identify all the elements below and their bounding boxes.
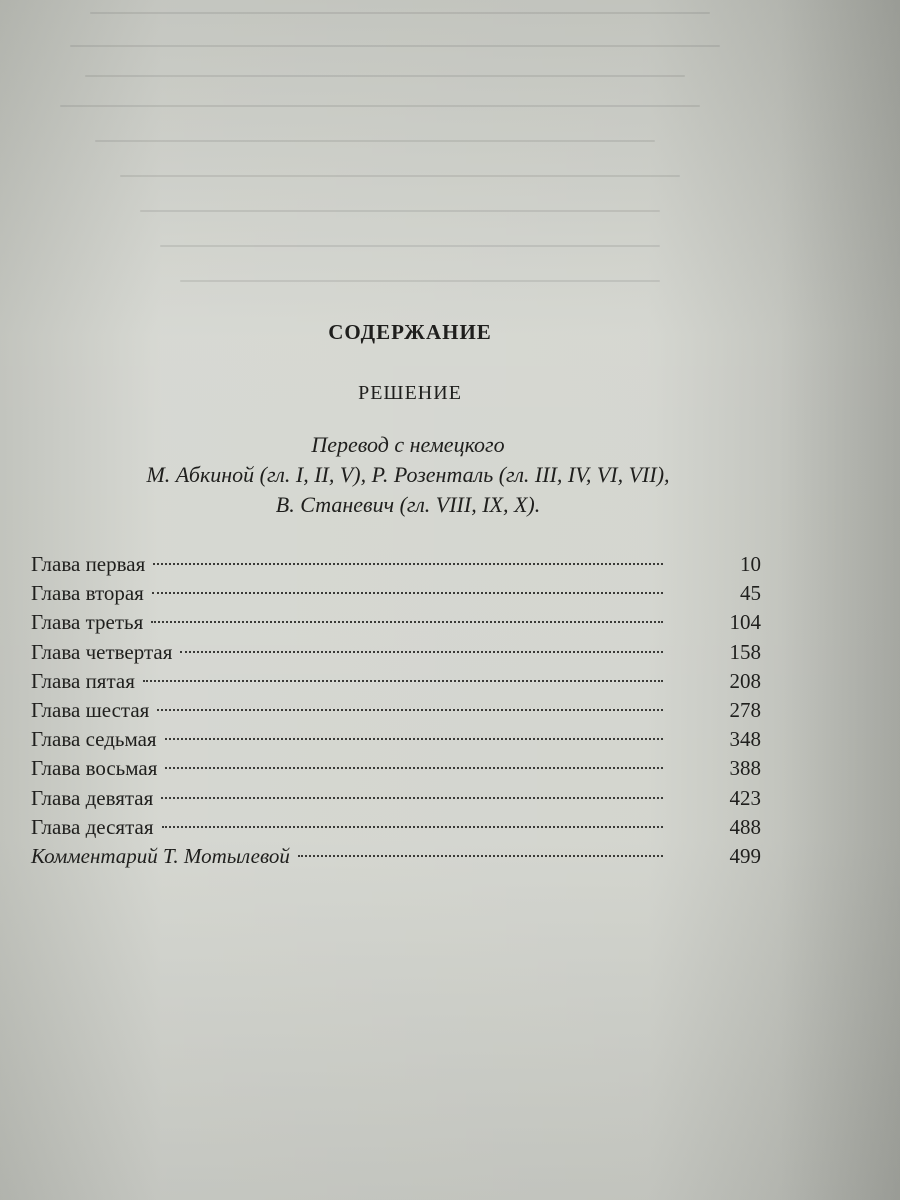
toc-entry xyxy=(31,696,761,725)
toc-entry-page: 104 xyxy=(729,610,761,635)
toc-entry xyxy=(31,725,761,754)
dot-leader xyxy=(153,563,663,565)
toc-entry-page: 208 xyxy=(729,668,761,693)
toc-entry-label: Глава первая xyxy=(31,552,146,576)
toc-entry xyxy=(31,608,761,637)
toc-entry xyxy=(31,550,761,579)
dot-leader xyxy=(165,738,663,740)
dot-leader xyxy=(162,826,664,828)
toc-entry-page: 278 xyxy=(729,697,761,722)
dot-leader xyxy=(161,797,663,799)
toc-entry-label: Глава шестая xyxy=(31,697,150,722)
toc-entry-label: Глава вторая xyxy=(31,581,144,606)
translation-line-2: М. Абкиной (гл. I, II, V), Р. Розенталь (гл. III, IV, VI, VII), xyxy=(146,462,670,487)
dot-leader xyxy=(151,621,663,623)
toc-entry-label: Глава десятая xyxy=(31,814,154,839)
bleed-through-text xyxy=(0,0,900,330)
toc-entry-label: Глава восьмая xyxy=(31,756,158,781)
dot-leader xyxy=(298,855,663,857)
toc-entry-page: 10 xyxy=(740,552,761,576)
table-of-contents xyxy=(31,550,761,871)
dot-leader xyxy=(143,680,663,682)
toc-entry-page: 499 xyxy=(729,843,761,868)
translation-credits xyxy=(28,430,788,520)
toc-entry-label: Глава девятая xyxy=(31,785,154,810)
toc-entry xyxy=(31,579,761,608)
toc-entry-label: Глава третья xyxy=(31,610,144,635)
toc-entry-page: 348 xyxy=(729,727,761,752)
toc-entry xyxy=(31,638,761,667)
page-edge-shadow xyxy=(780,0,900,1200)
translation-line-1: Перевод с немецкого xyxy=(311,432,505,457)
toc-entry-page: 488 xyxy=(729,814,761,839)
contents-heading: СОДЕРЖАНИЕ xyxy=(328,320,492,344)
dot-leader xyxy=(180,651,663,653)
work-title: РЕШЕНИЕ xyxy=(358,382,462,404)
toc-entry-page: 388 xyxy=(729,756,761,781)
dot-leader xyxy=(165,767,663,769)
toc-entry-page: 158 xyxy=(729,639,761,664)
toc-entry xyxy=(31,754,761,783)
toc-entry-label: Глава пятая xyxy=(31,668,135,693)
toc-entry xyxy=(31,813,761,842)
dot-leader xyxy=(152,592,663,594)
toc-entry-label: Глава четвертая xyxy=(31,639,173,664)
toc-entry xyxy=(31,667,761,696)
dot-leader xyxy=(157,709,663,711)
toc-entry xyxy=(31,784,761,813)
translation-line-3: В. Станевич (гл. VIII, IX, X). xyxy=(275,492,541,517)
toc-entry-label: Комментарий Т. Мотылевой xyxy=(31,843,290,868)
toc-entry-label: Глава седьмая xyxy=(31,727,157,752)
toc-entry-commentary xyxy=(31,842,761,871)
toc-entry-page: 423 xyxy=(729,785,761,810)
toc-entry-page: 45 xyxy=(740,581,761,606)
